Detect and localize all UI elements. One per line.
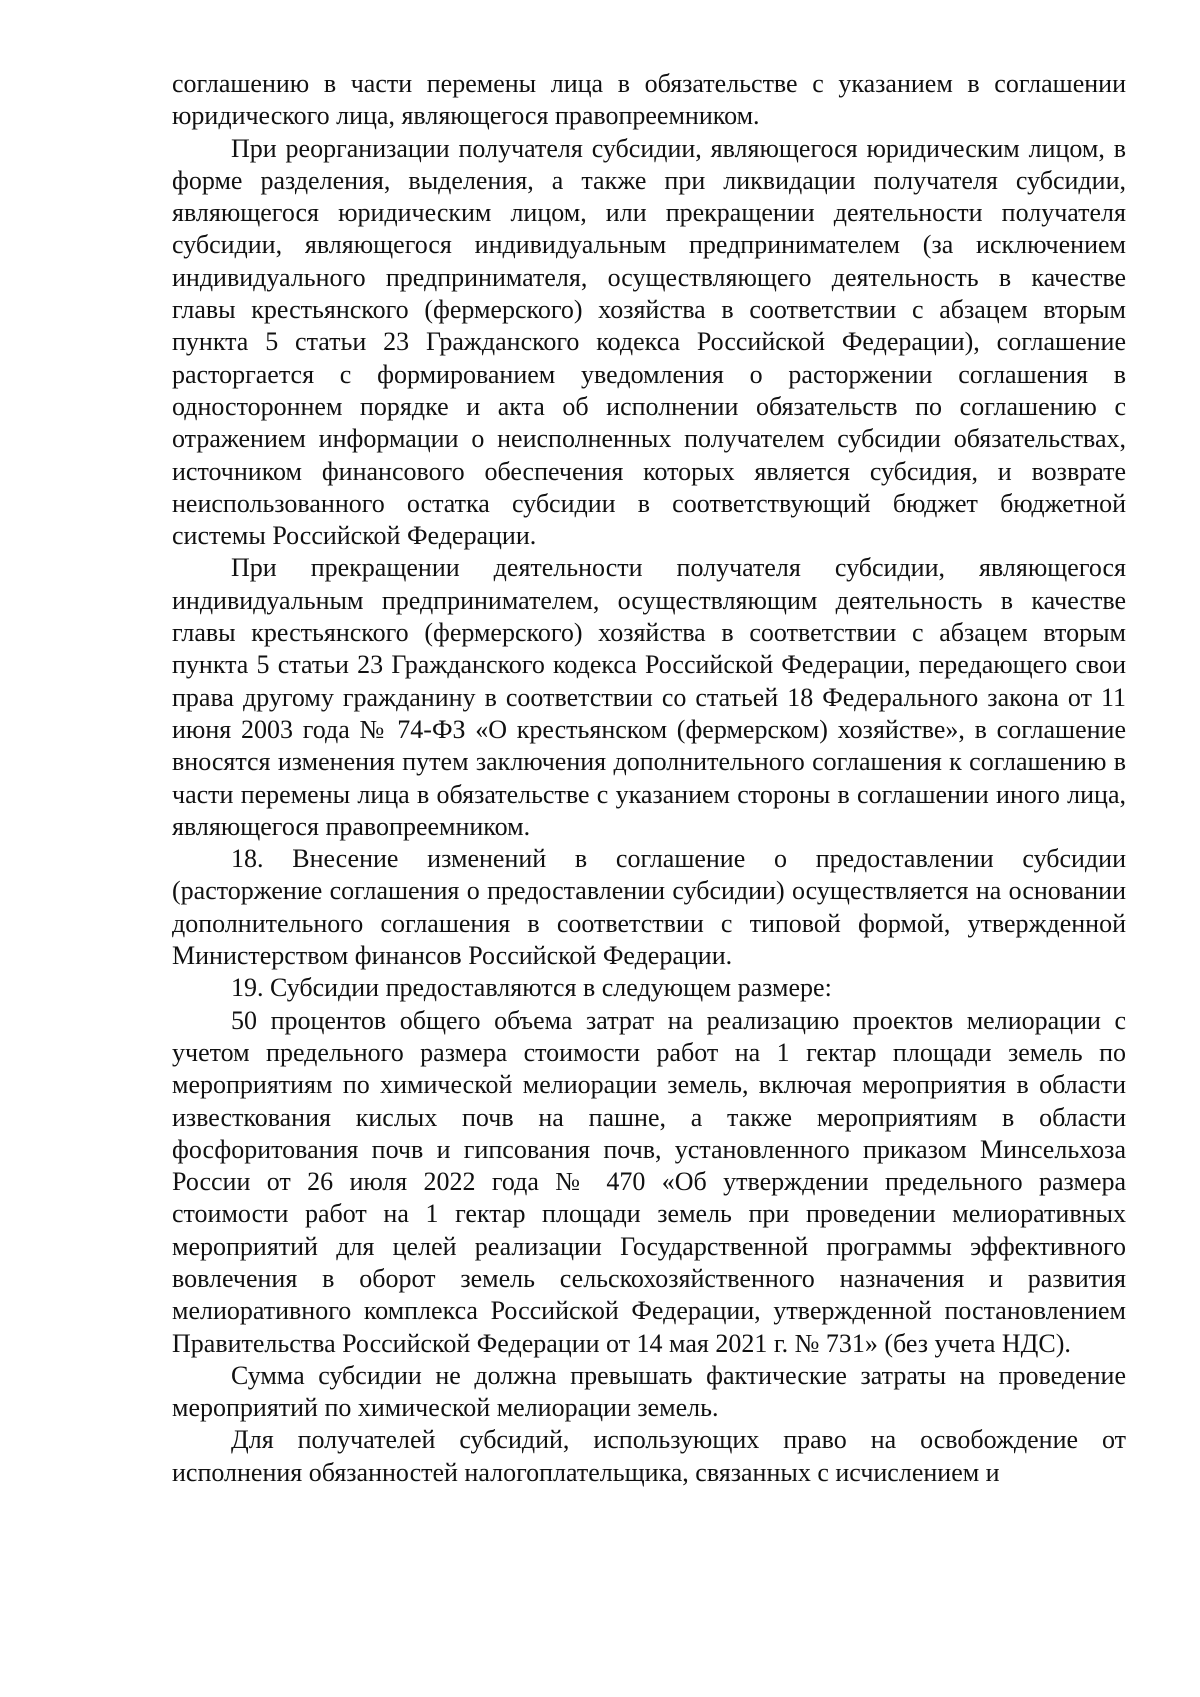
paragraph-reorganization: При реорганизации получателя субсидии, являющегося юридическим лицом, в форме разделения, выделения, а также при ликвидации получателя субсидии, являющегося юридическим лицом, или прекращении деятельности получателя субсидии, являющегося индивидуальным предпринимателем (за исключением индивидуального предпринимателя, осуществляющего деятельность в качестве главы крестьянского (фермерского) хозяйства в соответствии с абзацем вторым пункта 5 статьи 23 Гражданского кодекса Российской Федерации), соглашение расторгается с формированием уведомления о расторжении соглашения в одностороннем порядке и акта об исполнении обязательств по соглашению с отражением информации о неисполненных получателем субсидии обязательствах, источником финансового обеспечения которых является субсидия, и возврате неиспользованного остатка субсидии в соответствующий бюджет бюджетной системы Российской Федерации. [172,133,1126,551]
document-page [172,68,1126,1489]
paragraph-clause-19: 19. Субсидии предоставляются в следующем размере: [231,973,832,1003]
paragraph-termination-entrepreneur: При прекращении деятельности получателя субсидии, являющегося индивидуальным предпринимателем, осуществляющим деятельность в качестве главы крестьянского (фермерского) хозяйства в соответствии с абзацем вторым пункта 5 статьи 23 Гражданского кодекса Российской Федерации, передающего свои права другому гражданину в соответствии со статьей 18 Федерального закона от 11 июня 2003 года № 74-ФЗ «О крестьянском (фермерском) хозяйстве», в соглашение вносятся изменения путем заключения дополнительного соглашения к соглашению в части перемены лица в обязательстве с указанием стороны в соглашении иного лица, являющегося правопреемником. [172,553,1126,841]
paragraph-subsidy-percent: 50 процентов общего объема затрат на реализацию проектов мелиорации с учетом предельного размера стоимости работ на 1 гектар площади земель по мероприятиям по химической мелиорации земель, включая мероприятия в области известкования кислых почв на пашне, а также мероприятиям в области фосфоритования почв и гипсования почв, установленного приказом Минсельхоза России от 26 июля 2022 года № 470 «Об утверждении предельного размера стоимости работ на 1 гектар площади земель при проведении мелиоративных мероприятий для целей реализации Государственной программы эффективного вовлечения в оборот земель сельскохозяйственного назначения и развития мелиоративного комплекса Российской Федерации, утвержденной постановлением Правительства Российской Федерации от 14 мая 2021 г. № 731» (без учета НДС). [172,1005,1126,1358]
paragraph-continuation: соглашению в части перемены лица в обязательстве с указанием в соглашении юридического лица, являющегося правопреемником. [172,69,1126,131]
paragraph-subsidy-limit: Сумма субсидии не должна превышать фактические затраты на проведение мероприятий по химической мелиорации земель. [172,1360,1126,1423]
paragraph-clause-18: 18. Внесение изменений в соглашение о предоставлении субсидии (расторжение соглашения о предоставлении субсидии) осуществляется на основании дополнительного соглашения в соответствии с типовой формой, утвержденной Министерством финансов Российской Федерации. [172,844,1126,971]
paragraph-vat-exemption: Для получателей субсидий, использующих право на освобождение от исполнения обязанностей налогоплательщика, связанных с исчислением и [172,1425,1126,1487]
